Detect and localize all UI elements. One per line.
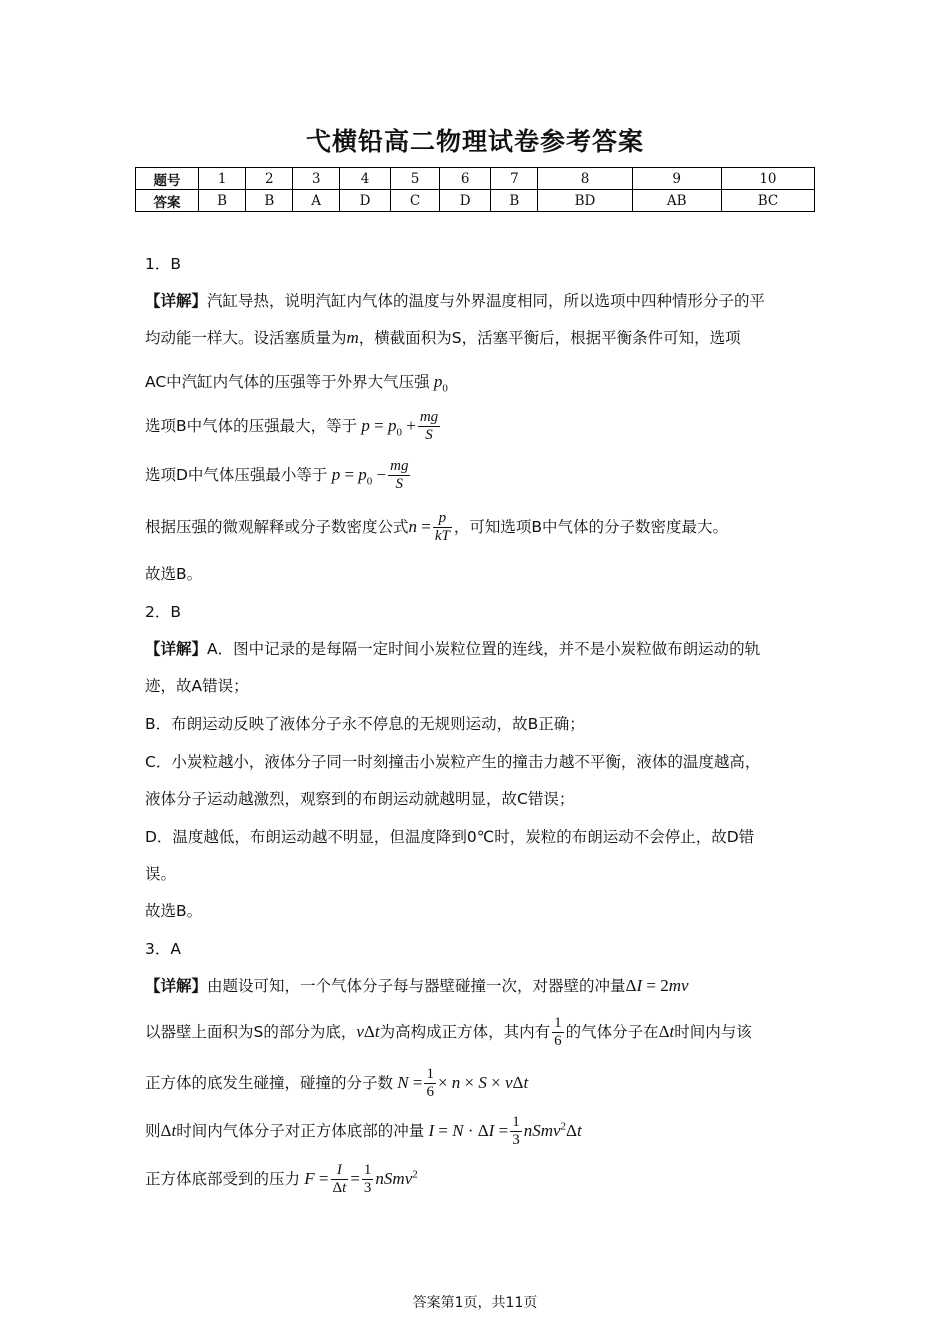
- q1-text: 根据压强的微观解释或分子数密度公式: [145, 518, 409, 536]
- table-cell: 7: [491, 168, 538, 190]
- table-cell: BD: [538, 190, 632, 212]
- table-cell: 1: [199, 168, 246, 190]
- table-row: [136, 168, 815, 190]
- detail-tag: 【详解】: [145, 640, 208, 658]
- q3-text: 以器壁上面积为S的部分为底，: [145, 1023, 357, 1041]
- detail-tag: 【详解】: [145, 977, 208, 995]
- q3-line: [145, 1114, 582, 1149]
- q2-text: A．图中记录的是每隔一定时间小炭粒位置的连线，并不是小炭粒做布朗运动的轨: [207, 640, 761, 658]
- table-cell: 4: [339, 168, 390, 190]
- formula: $\frac{1}{6}$: [554, 1015, 562, 1049]
- q2-line: 迹，故A错误；: [145, 677, 249, 695]
- table-cell: B: [491, 190, 538, 212]
- q3-heading: 3．A: [145, 940, 181, 958]
- detail-tag: 【详解】: [145, 292, 208, 310]
- table-cell: D: [440, 190, 491, 212]
- table-cell: 8: [538, 168, 632, 190]
- formula: $\frac{mg}{S}$: [419, 409, 439, 443]
- answer-table: [135, 167, 815, 212]
- q3-text: 正方体底部受到的压力: [145, 1170, 301, 1188]
- formula: nSmv$^2$: [375, 1168, 418, 1188]
- formula: $p = p_0$ +: [357, 416, 416, 439]
- formula: $p_0$: [429, 372, 448, 395]
- table-row: [136, 190, 815, 212]
- formula: $p = p_0$ −: [327, 465, 387, 488]
- q3-text: 为高构成正方体，其内有: [379, 1023, 551, 1041]
- formula: Δt: [160, 1121, 177, 1140]
- formula: ΔI = 2mv: [625, 976, 689, 995]
- q2-line: B．布朗运动反映了液体分子永不停息的无规则运动，故B正确；: [145, 715, 585, 733]
- table-cell: 3: [293, 168, 339, 190]
- q1-text: 选项D中气体压强最小等于: [145, 466, 328, 484]
- q3-text: 则: [145, 1122, 161, 1140]
- formula: $\frac{mg}{S}$: [390, 458, 409, 492]
- page-footer: 答案第1页，共11页: [412, 1295, 538, 1311]
- table-cell: 9: [632, 168, 721, 190]
- formula: $\frac{I}{\Delta t}$: [332, 1162, 347, 1196]
- q1-text: 均动能一样大。设活塞质量为: [145, 329, 347, 347]
- table-cell: B: [199, 190, 246, 212]
- formula: nSmv$^2$Δt: [523, 1120, 582, 1140]
- table-cell: 5: [391, 168, 440, 190]
- formula: × n × S × vΔt: [437, 1073, 529, 1092]
- formula: $\frac{1}{3}$: [363, 1162, 372, 1196]
- q1-heading: 1．B: [145, 255, 181, 273]
- q3-text: 的气体分子在: [565, 1023, 659, 1041]
- table-cell: B: [246, 190, 293, 212]
- formula: $\frac{p}{kT}$: [434, 510, 450, 544]
- table-cell: BC: [721, 190, 814, 212]
- table-cell: A: [293, 190, 339, 212]
- formula: I = N · ΔI =: [424, 1121, 509, 1140]
- formula: n =: [408, 517, 431, 536]
- formula: $\frac{1}{3}$: [512, 1114, 520, 1148]
- q1-line: 故选B。: [145, 565, 203, 583]
- formula: vΔt: [356, 1022, 380, 1041]
- q1-text: ，可知选项B中气体的分子数密度最大。: [453, 518, 728, 536]
- table-cell: 6: [440, 168, 491, 190]
- q1-line: [145, 510, 728, 545]
- q1-text: 选项B中气体的压强最大，等于: [145, 417, 358, 435]
- q1-text: AC中汽缸内气体的压强等于外界大气压强: [145, 373, 430, 391]
- q2-line: 误。: [145, 865, 177, 883]
- formula: Δt: [658, 1022, 675, 1041]
- formula: =: [350, 1169, 360, 1188]
- q2-line: [145, 637, 760, 659]
- q2-heading: 2．B: [145, 603, 181, 621]
- table-cell: AB: [632, 190, 721, 212]
- table-cell: 2: [246, 168, 293, 190]
- formula: N =: [393, 1073, 423, 1092]
- q1-line: [145, 370, 448, 394]
- table-cell: 10: [721, 168, 814, 190]
- q2-line: C．小炭粒越小，液体分子同一时刻撞击小炭粒产生的撞击力越不平衡，液体的温度越高，: [145, 753, 761, 771]
- q3-line: [145, 1015, 752, 1050]
- q3-text: 正方体的底发生碰撞，碰撞的分子数: [145, 1074, 394, 1092]
- q1-line: [145, 326, 741, 348]
- q3-text: 由题设可知，一个气体分子每与器壁碰撞一次，对器壁的冲量: [207, 977, 626, 995]
- q1-text: ，横截面积为S，活塞平衡后，根据平衡条件可知，选项: [358, 329, 741, 347]
- q3-line: [145, 974, 689, 996]
- q3-line: [145, 1162, 418, 1197]
- q1-line: [145, 409, 442, 444]
- q3-text: 时间内与该: [674, 1023, 752, 1041]
- q2-line: 故选B。: [145, 902, 203, 920]
- q1-line: [145, 289, 765, 311]
- table-header-number: 题号: [136, 168, 199, 190]
- table-cell: D: [339, 190, 390, 212]
- formula: m: [346, 328, 359, 347]
- table-header-answer: 答案: [136, 190, 199, 212]
- q1-line: [145, 458, 412, 493]
- table-cell: C: [391, 190, 440, 212]
- q2-line: D．温度越低，布朗运动越不明显，但温度降到0℃时，炭粒的布朗运动不会停止，故D错: [145, 828, 755, 846]
- q2-line: 液体分子运动越激烈，观察到的布朗运动就越明显，故C错误；: [145, 790, 575, 808]
- q3-line: [145, 1066, 528, 1101]
- q1-text: 汽缸导热，说明汽缸内气体的温度与外界温度相同，所以选项中四种情形分子的平: [207, 292, 766, 310]
- formula: F =: [300, 1169, 329, 1188]
- formula: $\frac{1}{6}$: [426, 1066, 434, 1100]
- q3-text: 时间内气体分子对正方体底部的冲量: [176, 1122, 425, 1140]
- page-title: 弋横铅高二物理试卷参考答案: [305, 127, 644, 156]
